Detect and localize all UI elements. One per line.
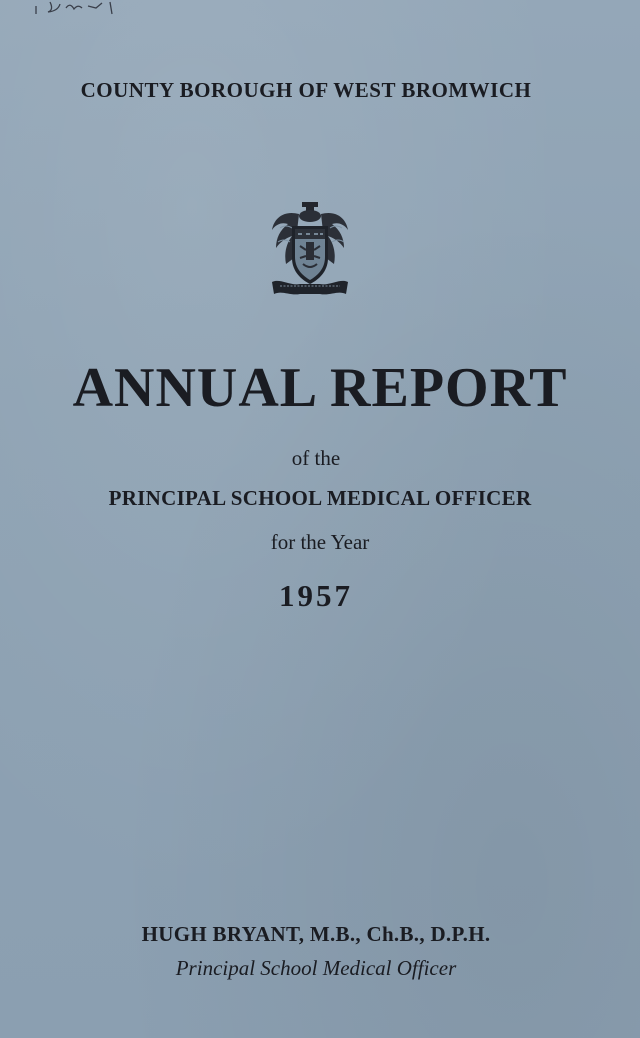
handwritten-mark-icon: [30, 0, 140, 18]
of-the-text: of the: [291, 446, 341, 470]
author-name: HUGH BRYANT, M.B., Ch.B., D.P.H.: [141, 922, 491, 946]
author-role: Principal School Medical Officer: [175, 956, 457, 980]
officer-heading: PRINCIPAL SCHOOL MEDICAL OFFICER: [108, 486, 532, 510]
for-the-year-text: for the Year: [270, 530, 370, 554]
borough-heading: COUNTY BOROUGH OF WEST BROMWICH: [80, 78, 532, 102]
coat-of-arms-icon: [266, 198, 354, 302]
report-year: 1957: [279, 578, 353, 613]
report-title: ANNUAL REPORT: [72, 357, 568, 419]
